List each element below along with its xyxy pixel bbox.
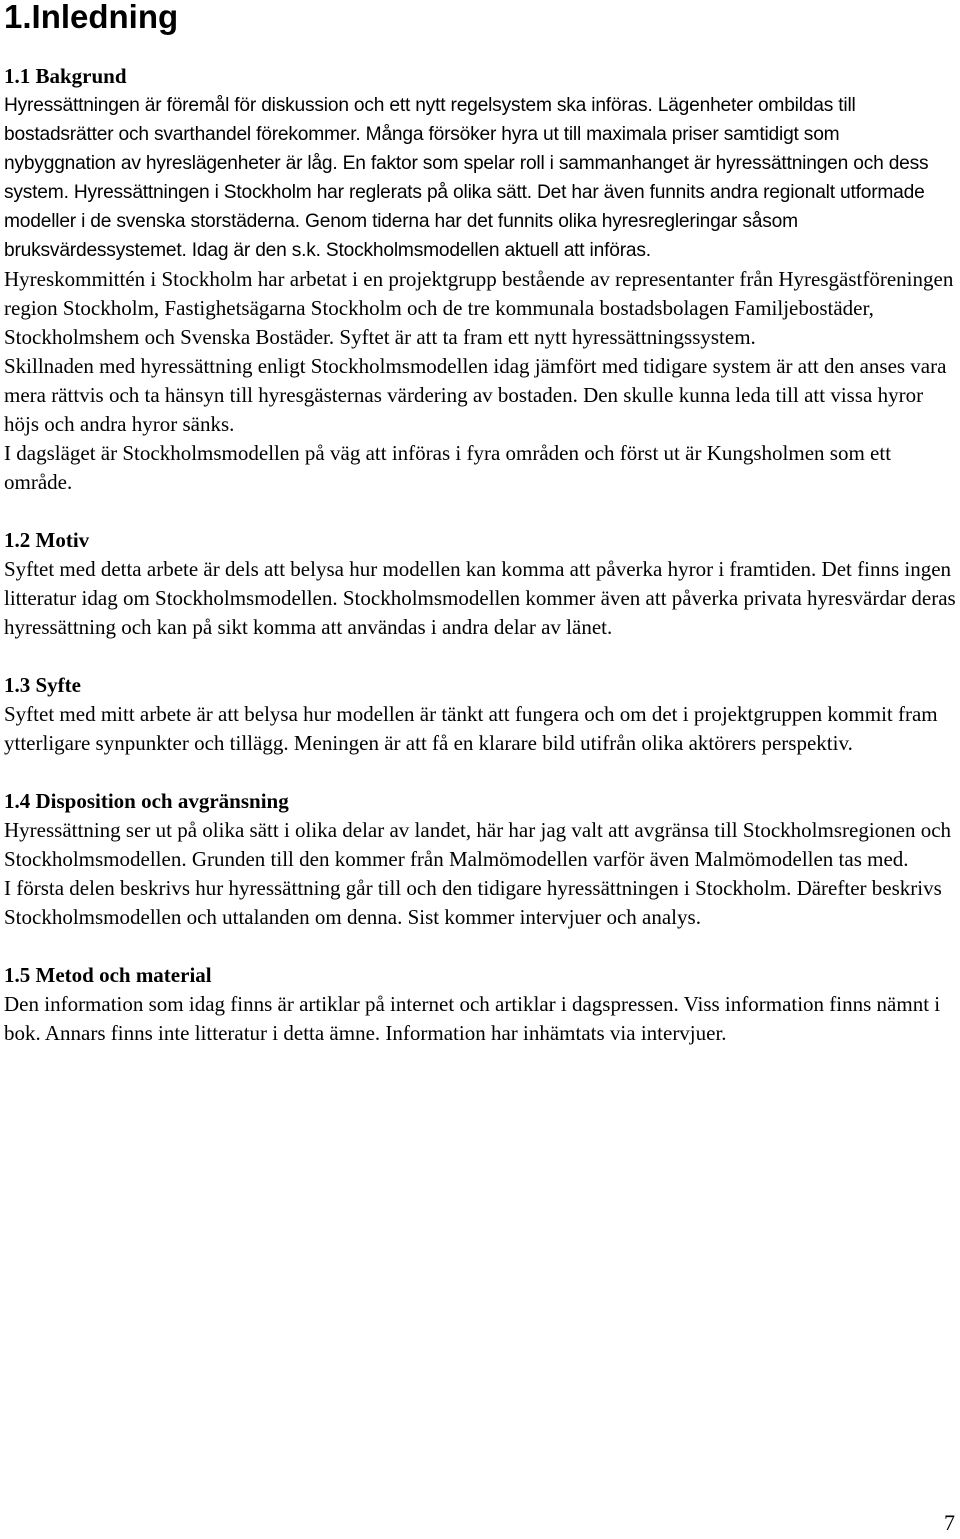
section-heading: 1.2 Motiv bbox=[4, 528, 90, 552]
paragraph: I dagsläget är Stockholmsmodellen på väg att införas i fyra områden och först ut är Kungsholmen som ett område. bbox=[4, 441, 892, 494]
section-heading: 1.5 Metod och material bbox=[4, 963, 212, 987]
section-heading: 1.1 Bakgrund bbox=[4, 64, 127, 88]
paragraph: I första delen beskrivs hur hyressättning går till och den tidigare hyressättningen i Stockholm. Därefter beskrivs Stockholmsmodellen och uttalanden om denna. Sist kommer intervjuer och analys. bbox=[4, 876, 942, 929]
section-syfte bbox=[4, 671, 956, 758]
paragraph: Den information som idag finns är artiklar på internet och artiklar i dagspressen. Viss information finns nämnt i bok. Annars finns inte litteratur i detta ämne. Information har inhämtats via intervjuer. bbox=[4, 992, 941, 1045]
section-motiv bbox=[4, 526, 956, 642]
paragraph: Syftet med mitt arbete är att belysa hur modellen är tänkt att fungera och om det i projektgruppen kommit fram ytterligare synpunkter och tillägg. Meningen är att få en klarare bild utifrån olika aktörers perspektiv. bbox=[4, 702, 938, 755]
paragraph: Hyreskommittén i Stockholm har arbetat i en projektgrupp bestående av representanter från Hyresgästföreningen region Stockholm, Fastighetsägarna Stockholm och de tre kommunala bostadsbolagen Familjebostäder, Stockholmshem och Svenska Bostäder. Syftet är att ta fram ett nytt hyressättningssystem. bbox=[4, 267, 954, 349]
paragraph: Skillnaden med hyressättning enligt Stockholmsmodellen idag jämfört med tidigare system är att den anses vara mera rättvis och ta hänsyn till hyresgästernas värdering av bostaden. Den skulle kunna leda till att vissa hyror höjs och andra hyror sänks. bbox=[4, 354, 947, 436]
document-page bbox=[4, 0, 956, 1077]
paragraph: Hyressättningen är föremål för diskussion och ett nytt regelsystem ska införas. Lägenheter ombildas till bostadsrätter och svarthandel förekommer. Många försöker hyra ut till maximala priser samtidigt som nybyggnation av hyreslägenheter är låg. En faktor som spelar roll i sammanhanget är hyressättningen och dess system. Hyressättningen i Stockholm har reglerats på olika sätt. Det har även funnits andra regionalt utformade modeller i de svenska storstäderna. Genom tiderna har det funnits olika hyresregleringar såsom bruksvärdessystemet. Idag är den s.k. Stockholmsmodellen aktuell att införas. bbox=[4, 95, 929, 261]
section-disposition bbox=[4, 787, 956, 932]
paragraph: Hyressättning ser ut på olika sätt i olika delar av landet, här har jag valt att avgränsa till Stockholmsregionen och Stockholmsmodellen. Grunden till den kommer från Malmömodellen varför även Malmömodellen tas med. bbox=[4, 818, 952, 871]
page-number: 7 bbox=[944, 1510, 955, 1535]
chapter-title: 1.Inledning bbox=[4, 0, 179, 35]
section-bakgrund bbox=[4, 62, 956, 497]
section-heading: 1.3 Syfte bbox=[4, 673, 81, 697]
paragraph: Syftet med detta arbete är dels att belysa hur modellen kan komma att påverka hyror i framtiden. Det finns ingen litteratur idag om Stockholmsmodellen. Stockholmsmodellen kommer även att påverka privata hyresvärdar deras hyressättning och kan på sikt komma att användas i andra delar av länet. bbox=[4, 557, 956, 639]
section-heading: 1.4 Disposition och avgränsning bbox=[4, 789, 289, 813]
section-metod bbox=[4, 961, 956, 1048]
